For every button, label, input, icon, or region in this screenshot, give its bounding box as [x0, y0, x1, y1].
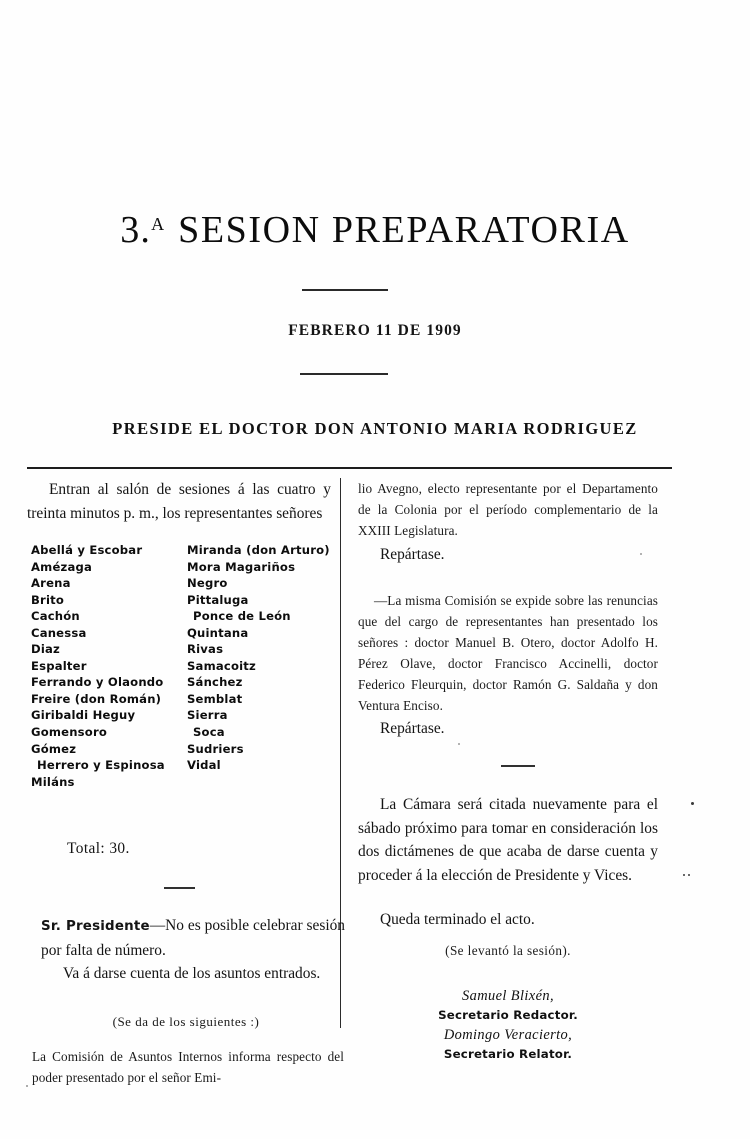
scan-artifact [688, 874, 690, 876]
commission-report-text: La Comisión de Asuntos Internos informa respecto del poder presentado por el señor Emi- [32, 1049, 344, 1085]
opening-paragraph: Entran al salón de sesiones á las cuatro y treinta minutos p. m., los representantes señores [27, 481, 331, 522]
list-item: Gómez [31, 741, 77, 756]
president-statement [41, 914, 345, 986]
speaker-statement-text: —No es posible celebrar sesión por falta de número. [41, 917, 345, 959]
list-item: Giribaldi Heguy [31, 708, 136, 723]
parenthetical-note: (Se da de los siguientes :) [112, 1014, 260, 1029]
list-item: Vidal [187, 758, 221, 773]
list-item: Canessa [31, 625, 87, 640]
repartase-first: Repártase. [380, 546, 445, 563]
chamber-notice [358, 793, 658, 887]
list-item: Gomensoro [31, 725, 108, 740]
decorative-rule-left-column [164, 887, 195, 889]
list-item: Freire (don Román) [31, 691, 162, 706]
body-columns [0, 478, 750, 1098]
decorative-rule-below-date [300, 373, 388, 375]
title-ordinal-superscript: A [151, 214, 165, 234]
list-item: Semblat [187, 691, 243, 706]
commission-report-note [32, 1046, 344, 1088]
commission-report-continuation: lio Avegno, electo representante por el Departamento de la Colonia por el período complementario de la XXIII Legislatura. [358, 481, 658, 538]
list-item: Abellá y Escobar [31, 543, 143, 557]
signatory-role: Secretario Redactor. [438, 1008, 578, 1022]
list-item: Samacoitz [187, 658, 256, 673]
list-item: Ponce de León [193, 609, 291, 624]
presiding-officer-line: PRESIDE EL DOCTOR DON ANTONIO MARIA RODRIGUEZ [112, 419, 638, 438]
list-item: Sánchez [187, 675, 243, 690]
list-item: Amézaga [31, 559, 93, 574]
session-adjourned-note: (Se levantó la sesión). [445, 943, 571, 958]
scan-artifact [26, 1085, 28, 1087]
scan-artifact [683, 874, 685, 876]
list-item: Miláns [31, 774, 75, 789]
resignations-report [358, 590, 658, 716]
list-item: Soca [193, 725, 225, 740]
attendee-total: Total: 30. [67, 840, 130, 857]
left-column [27, 478, 345, 1085]
list-item: Pittaluga [187, 592, 249, 607]
list-item: Rivas [187, 642, 224, 657]
scan-artifact [691, 802, 694, 805]
session-date: FEBRERO 11 DE 1909 [288, 322, 462, 339]
list-item: Sierra [187, 708, 228, 723]
closing-statement-text: Queda terminado el acto. [380, 911, 535, 928]
list-item: Brito [31, 592, 65, 607]
roster-column-b [187, 542, 337, 774]
list-item: Diaz [31, 642, 60, 657]
resignations-report-text: —La misma Comisión se expide sobre las renuncias que del cargo de representantes han presentado los señores : doctor Manuel B. Otero, doctor Adolfo H. Pérez Olave, doctor Francisco Accinelli, doctor Federico Fleurquin, doctor Ramón G. Saldaña y don Ventura Enciso. [358, 593, 658, 713]
title-text: SESION PREPARATORIA [178, 209, 630, 251]
attendee-roster [27, 542, 331, 789]
list-item: Ferrando y Olaondo [31, 675, 164, 690]
list-item: Mora Magariños [187, 559, 296, 574]
president-statement-first [41, 914, 345, 962]
scan-artifact [640, 553, 642, 555]
chamber-notice-text: La Cámara será citada nuevamente para el sábado próximo para tomar en consideración los dos dictámenes de que acaba de darse cuenta y proceder á la elección de Presidente y Vices. [358, 796, 658, 884]
list-item: Miranda (don Arturo) [187, 543, 330, 557]
right-column [358, 478, 658, 1061]
signatory-name: Domingo Veracierto, [443, 1027, 573, 1043]
signature-block [358, 986, 658, 1064]
decorative-rule-top [302, 289, 388, 291]
list-item: Sudriers [187, 741, 244, 756]
page-title [0, 208, 750, 252]
list-item: Cachón [31, 609, 80, 624]
repartase-second: Repártase. [380, 720, 445, 737]
signatory-role: Secretario Relator. [443, 1047, 573, 1061]
president-statement-second: Va á darse cuenta de los asuntos entrados. [63, 965, 321, 982]
title-ordinal: 3. [120, 209, 152, 251]
signatory-name: Samuel Blixén, [462, 988, 554, 1004]
section-divider-rule [27, 467, 672, 469]
list-item: Espalter [31, 658, 87, 673]
list-item: Herrero y Espinosa [37, 758, 165, 773]
closing-statement [358, 908, 658, 932]
speaker-label: Sr. Presidente [41, 919, 150, 934]
scan-artifact [458, 743, 460, 745]
list-item: Quintana [187, 625, 249, 640]
decorative-rule-right-column [501, 765, 535, 767]
roster-column-a [31, 542, 191, 790]
list-item: Negro [187, 576, 228, 591]
list-item: Arena [31, 576, 71, 591]
